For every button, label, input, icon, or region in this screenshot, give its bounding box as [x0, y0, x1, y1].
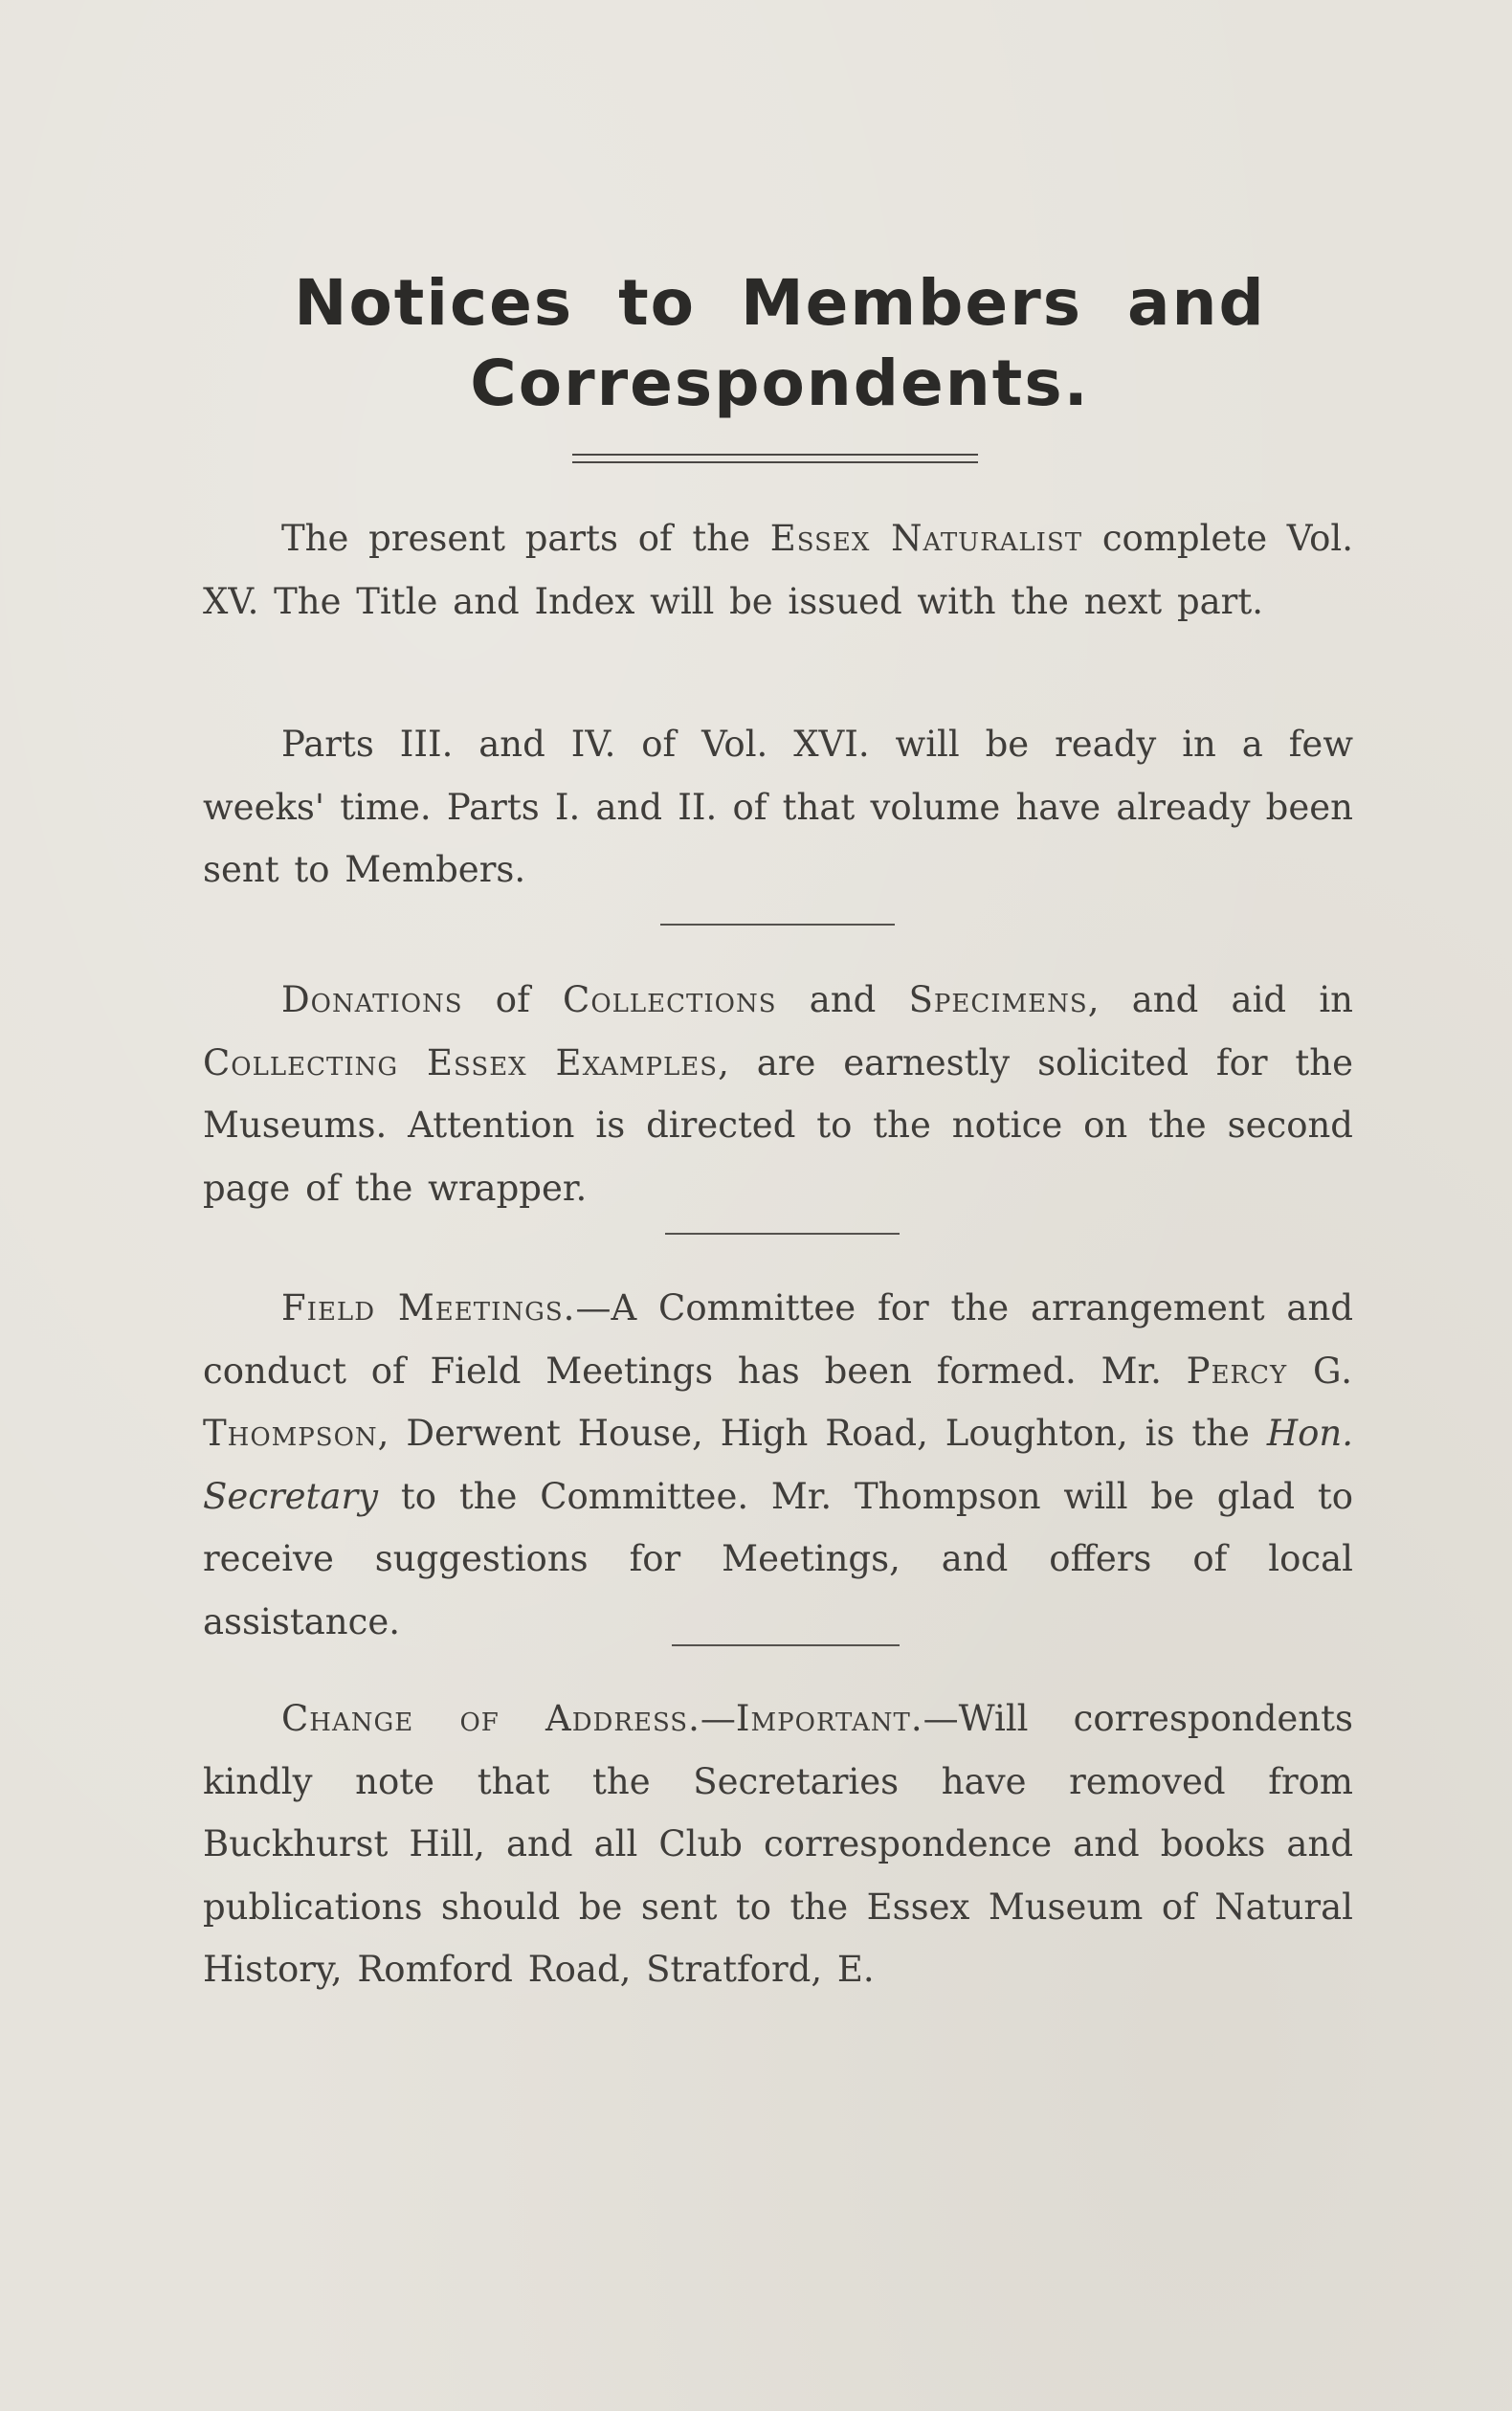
notice-field-meetings: Field Meetings.—A Committee for the arrangement and conduct of Field Meetings has been formed. Mr. Percy G. Thompson, Derwent House, High Road, Loughton, is the Hon. Secretary to the Committee. Mr. Thompson will be glad to receive suggestions for Meetings, and offers of local assistance. [203, 1287, 1354, 1642]
title-line-1: Notices to Members and [294, 266, 1266, 340]
section-divider-1 [660, 924, 895, 926]
notice-parts-ready: Parts III. and IV. of Vol. XVI. will be ready in a few weeks' time. Parts I. and II. of that volume have already been sent to Members. [203, 724, 1353, 890]
journal-name: Essex Naturalist [769, 518, 1083, 559]
section-divider-2 [665, 1233, 900, 1235]
notice-volume-complete: The present parts of the Essex Naturalist complete Vol. XV. The Title and Index will be issued with the next part. [203, 518, 1353, 622]
title-double-rule [572, 454, 978, 463]
page-title [191, 263, 1368, 424]
notice-change-of-address: Change of Address.—Important.—Will correspondents kindly note that the Secretaries have removed from Buckhurst Hill, and all Club correspondence and books and publications should be sent to the Essex Museum of Natural History, Romford Road, Stratford, E. [203, 1698, 1353, 1990]
secretary-name: Percy G. Thompson [203, 1350, 1353, 1454]
section-divider-3 [672, 1644, 900, 1646]
title-line-2: Correspondents. [470, 346, 1090, 420]
notice-donations: Donations of Collections and Specimens, and aid in Collecting Essex Examples, are earnestly solicited for the Museums. Attention is directed to the notice on the second page of the wrapper. [203, 979, 1353, 1209]
